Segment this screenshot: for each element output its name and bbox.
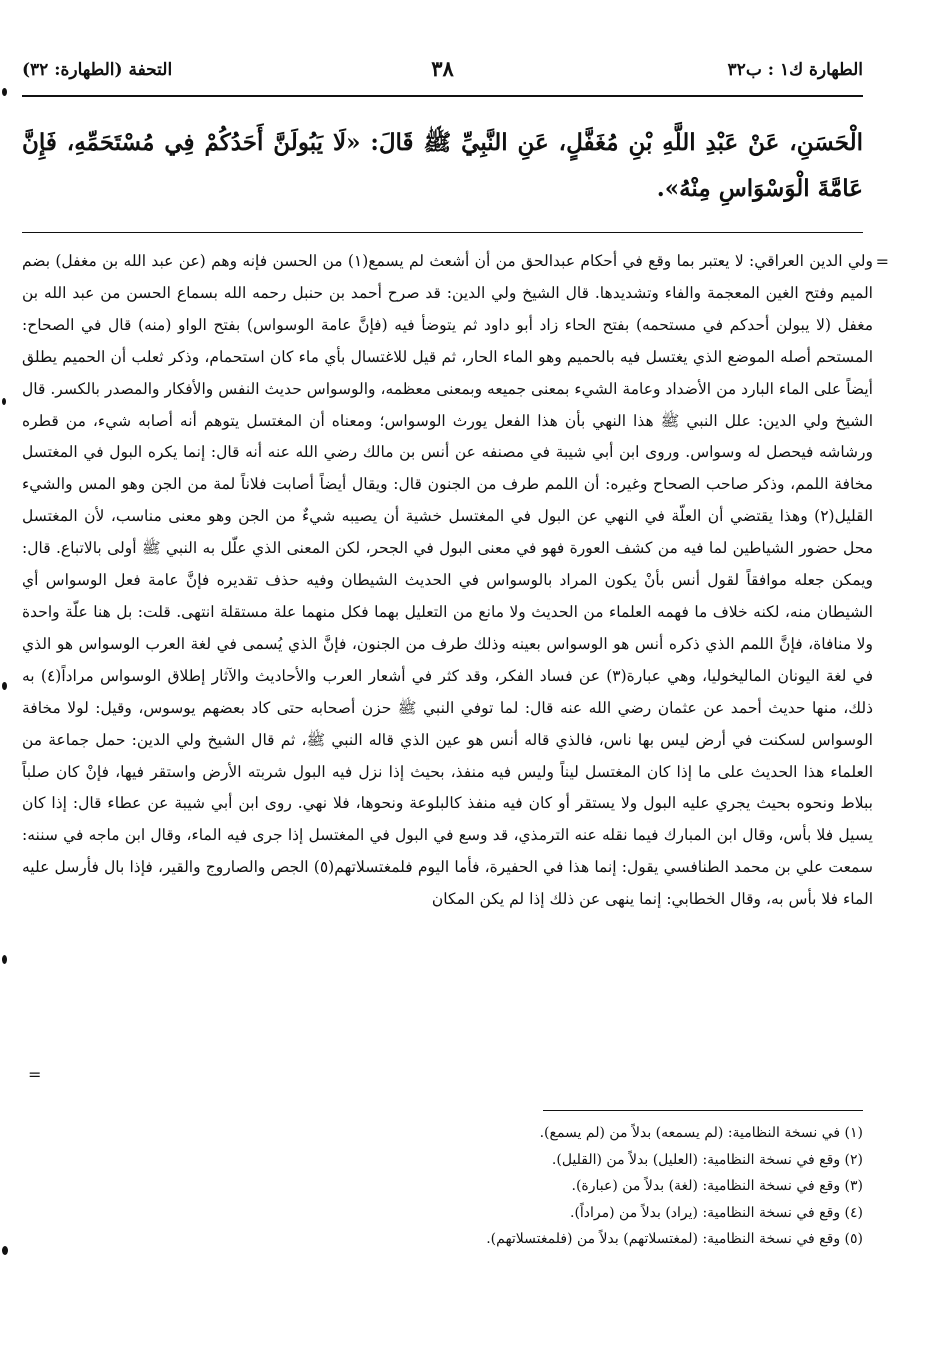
- scan-mark: [2, 398, 6, 405]
- scan-mark: [2, 88, 7, 96]
- commentary-text: ولي الدين العراقي: لا يعتبر بما وقع في أحكام عبدالحق من أن أشعث لم يسمع(١) من الحسن فإنه وهم (عن عبد الله بن مغفل) بضم الميم وفتح الغين المعجمة والفاء وتشديدها. قال الشيخ ولي الدين: قد صرح أحمد بن حنبل رحمه الله بسماع الحسن من عبد الله بن مغفل (لا يبولن أحدكم في مستحمه) بفتح الحاء زاد أبو داود ثم يتوضأ فيه (فإنَّ عامة الوسواس) بفتح الواو (منه) قال في الصحاح: المستحم أصله الموضع الذي يغتسل فيه بالحميم وهو الماء الحار، ثم قيل للاغتسال بأي ماء كان استحمام، وذكر ثعلب أن الحميم يطلق أيضاً على الماء البارد من الأضداد وعامة الشيء بمعنى جميعه وبمعنى معظمه، والوسواس حديث النفس والأفكار والمصدر بالكسر. قال الشيخ ولي الدين: علل النبي ﷺ هذا النهي بأن هذا الفعل يورث الوسواس؛ ومعناه أن المغتسل يتوهم أنه أصابه شيء، من قطره ورشاشه فيحصل له وسواس. وروى ابن أبي شيبة في مصنفه عن أنس بن مالك رضي الله عنه أنه قال: إنما يكره البول في المغتسل مخافة اللمم، وذكر صاحب الصحاح وغيره: أن اللمم طرف من الجنون قال: ويقال أيضاً أصابت فلاناً لمة من الجن وهو المس والشيء القليل(٢) وهذا يقتضي أن العلّة في النهي عن البول في المغتسل خشية أن يصيبه شيءٌ من الجن وهو معنى مناسب، لأن المغتسل محل حضور الشياطين لما فيه من كشف العورة فهو في معنى البول في الجحر، لكن المعنى الذي علّل به النبي ﷺ أولى بالاتباع. قال: ويمكن جعله موافقاً لقول أنس بأنْ يكون المراد بالوسواس في الحديث الشيطان وفيه حذف تقديره فإنَّ عامة فعل الوسواس أي الشيطان منه، لكنه خلاف ما فهمه العلماء من الحديث ولا مانع من التعليل بهما فكل منهما علة مستقلة انتهى. قلت: بل هنا علّة واحدة ولا منافاة، فإنَّ اللمم الذي ذكره أنس هو الوسواس بعينه وذلك طرف من الجنون، فإنَّ الذي يُسمى في لغة العرب الوسواس هو الذي في لغة اليونان الماليخوليا، وهي عبارة(٣) عن فساد الفكر، وقد كثر في أشعار العرب والأحاديث والآثار إطلاق الوسواس مراداً(٤) به ذلك، منها حديث أحمد عن عثمان رضي الله عنه قال: لما توفي النبي ﷺ حزن أصحابه حتى كاد بعضهم يوسوس، وقيل: لولا مخافة الوسواس لسكنت في أرض ليس بها ناس، فالذي قاله أنس هو عين الذي قاله النبي ﷺ، ثم قال الشيخ ولي الدين: حمل جماعة من العلماء هذا الحديث على ما إذا كان المغتسل ليناً وليس فيه منفذ، بحيث إذا نزل فيه البول شربته الأرض واستقر فيها، فإنْ كان صلباً ببلاط ونحوه بحيث يجري عليه البول ولا يستقر أو كان فيه منفذ كالبلوعة ونحوها، فلا نهي. روى ابن أبي شيبة عن عطاء قال: إذا كان يسيل فلا بأس، وقال ابن المبارك فيما نقله عنه الترمذي، قد وسع في البول في المغتسل إذا جرى فيه الماء، وقال ابن ماجه في سننه: سمعت علي بن محمد الطنافسي يقول: إنما هذا في الحفيرة، فأما اليوم فلمغتسلاتهم(٥) الجص والصاروج والقير، فإذا بال فأرسل عليه الماء فلا بأس به، وقال الخطابي: إنما ينهى عن ذلك إذا لم يكن المكان: [22, 252, 874, 909]
- hadith-text: الْحَسَنِ، عَنْ عَبْدِ اللَّهِ بْنِ مُغَفَّلٍ، عَنِ النَّبِيِّ ﷺ قَالَ: «لَا يَبُولَنَّ أَحَدُكُمْ فِي مُسْتَحَمِّهِ، فَإِنَّ عَامَّةَ الْوَسْوَاسِ مِنْهُ».: [22, 129, 863, 202]
- header-tuhfa-ref: التحفة (الطهارة: ٣٢): [22, 60, 173, 80]
- running-header: [22, 54, 863, 90]
- scan-mark: [2, 1246, 8, 1255]
- footnote-5: (٥) وقع في نسخة النظامية: (لمغتسلاتهم) بدلاً من (فلمغتسلاتهم).: [486, 1231, 863, 1247]
- header-divider: [22, 95, 863, 97]
- scan-mark: [2, 955, 7, 964]
- footnotes: [223, 1120, 863, 1253]
- continuation-marker: =: [875, 252, 889, 271]
- footnote-3: (٣) وقع في نسخة النظامية: (لغة) بدلاً من (عبارة).: [571, 1178, 863, 1194]
- scan-mark: =: [28, 1065, 42, 1084]
- footnote-divider: [543, 1110, 863, 1111]
- hadith-divider: [22, 232, 863, 233]
- footnote-4: (٤) وقع في نسخة النظامية: (يراد) بدلاً من (مراداً).: [570, 1204, 863, 1221]
- footnote-2: (٢) وقع في نسخة النظامية: (العليل) بدلاً من (القليل).: [551, 1151, 863, 1168]
- scan-mark: [2, 682, 7, 690]
- footnote-1: (١) في نسخة النظامية: (لم يسمعه) بدلاً من (لم يسمع).: [539, 1125, 863, 1141]
- header-chapter-ref: الطهارة ك١ : ب٣٢: [727, 60, 863, 80]
- page-number: ٣٨: [431, 56, 454, 81]
- commentary-block: [22, 246, 889, 916]
